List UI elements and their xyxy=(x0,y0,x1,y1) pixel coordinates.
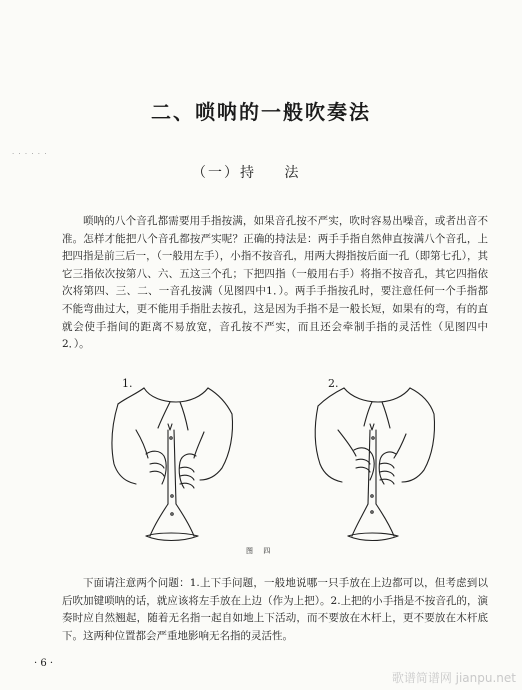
section-title: （一）持 法 xyxy=(192,165,301,181)
illustration-holding-suona-2 xyxy=(310,384,440,544)
paragraph-holding-method: 唢呐的八个音孔都需要用手指按满，如果音孔按不严实，吹时容易出噪音，或者出音不准。怎样才能把八个音孔都按严实呢？正确的持法是：两手手指自然伸直按满八个音孔，上把四指是前三后一，（一般用左手），小指不按音孔，用两大拇指按后面一孔（即第七孔），其它三指依次按第八、六、五这三个孔；下把四指（一般用右手）将指不按音孔，其它四指依次将第四、三、二、一音孔按满（见图四中1．）。两手手指按孔时，要注意任何一个手指都不能弯曲过大，更不能用手指肚去按孔，这是因为手指不是一般长短，如果有的弯，有的直就会使手指间的距离不易放宽，音孔按不严实，而且还会牵制手指的灵活性（见图四中2．）。 xyxy=(62,215,488,351)
illustration-holding-suona-1 xyxy=(106,384,236,544)
margin-marks: · · · · · · xyxy=(12,150,48,158)
chapter-title: 二、唢呐的一般吹奏法 xyxy=(151,100,371,124)
figure-label-1: 1. xyxy=(122,377,133,390)
site-watermark: 歌谱简谱网 jianpu.net xyxy=(391,671,516,685)
page-number: · 6 · xyxy=(34,658,54,669)
figure-label-2: 2. xyxy=(328,377,339,390)
paragraph-two-issues: 下面请注意两个问题：1.上下手问题，一般地说哪一只手放在上边都可以，但考虑到以后吹加键唢呐的话，就应该将左手放在上边（作为上把）。2.上把的小手指是不按音孔的，演奏时应自然翘起，随着无名指一起自如地上下活动，而不要放在木杆上，更不要放在木杆底下。这两种位置都会严重地影响无名指的灵活性。 xyxy=(62,577,488,642)
figure-caption: 图 四 xyxy=(246,547,275,555)
